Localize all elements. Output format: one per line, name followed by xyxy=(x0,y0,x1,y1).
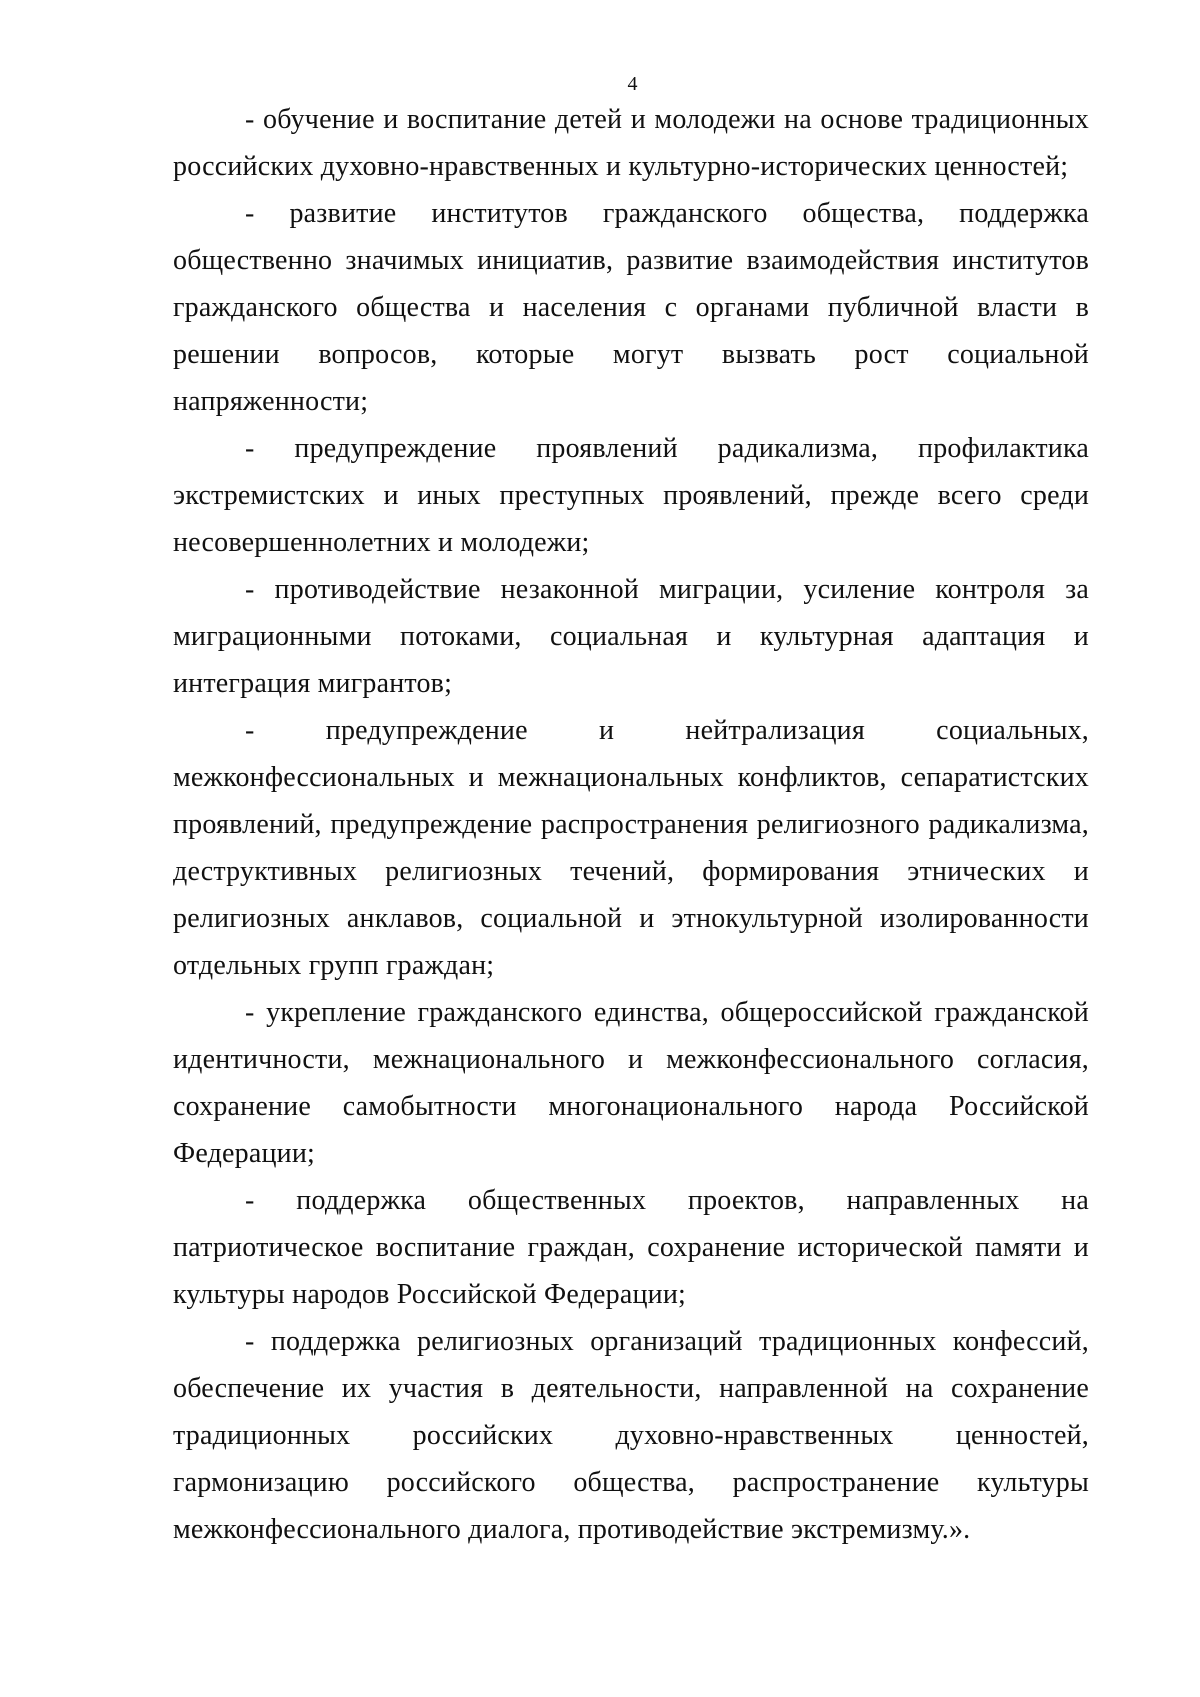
list-item-patriotic-projects: - поддержка общественных проектов, направленных на патриотическое воспитание граждан, сохранение исторической памяти и культуры народов Российской Федерации; xyxy=(173,1185,1089,1310)
document-body xyxy=(173,96,1089,1553)
list-item-conflict-prevention: - предупреждение и нейтрализация социальных, межконфессиональных и межнациональных конфликтов, сепаратистских проявлений, предупреждение распространения религиозного радикализма, деструктивных религиозных течений, формирования этнических и религиозных анклавов, социальной и этнокультурной изолированности отдельных групп граждан; xyxy=(173,715,1089,981)
list-item-migration: - противодействие незаконной миграции, усиление контроля за миграционными потоками, социальная и культурная адаптация и интеграция мигрантов; xyxy=(173,574,1089,699)
list-item-education: - обучение и воспитание детей и молодежи на основе традиционных российских духовно-нравственных и культурно-исторических ценностей; xyxy=(173,104,1089,182)
list-item-civil-society: - развитие институтов гражданского общества, поддержка общественно значимых инициатив, развитие взаимодействия институтов гражданского общества и населения с органами публичной власти в решении вопросов, которые могут вызвать рост социальной напряженности; xyxy=(173,198,1089,417)
list-item-civic-unity: - укрепление гражданского единства, общероссийской гражданской идентичности, межнационального и межконфессионального согласия, сохранение самобытности многонационального народа Российской Федерации; xyxy=(173,997,1089,1169)
list-item-religious-organizations: - поддержка религиозных организаций традиционных конфессий, обеспечение их участия в деятельности, направленной на сохранение традиционных российских духовно-нравственных ценностей, гармонизацию российского общества, распространение культуры межконфессионального диалога, противодействие экстремизму.». xyxy=(173,1326,1089,1545)
page-number: 4 xyxy=(627,73,638,95)
list-item-radicalism-prevention: - предупреждение проявлений радикализма, профилактика экстремистских и иных преступных проявлений, прежде всего среди несовершеннолетних и молодежи; xyxy=(173,433,1089,558)
